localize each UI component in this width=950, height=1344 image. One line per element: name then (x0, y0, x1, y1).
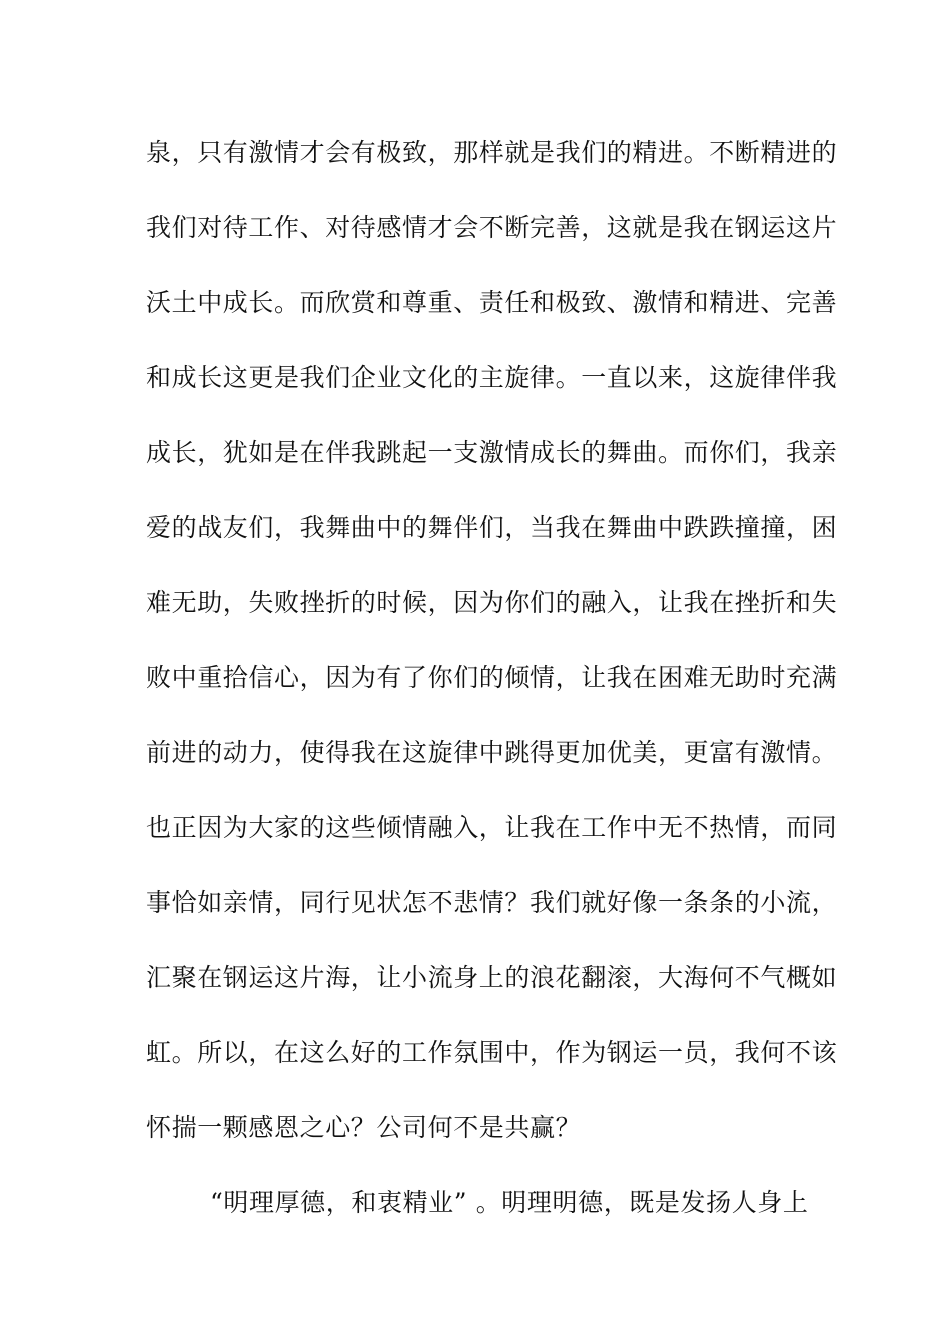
text-line: 难无助，失败挫折的时候，因为你们的融入，让我在挫折和失 (146, 588, 838, 617)
text-line: 怀揣一颗感恩之心？公司何不是共赢？ (146, 1113, 582, 1142)
text-line: 事恰如亲情，同行见状怎不悲情？我们就好像一条条的小流， (146, 888, 838, 917)
text-line: 汇聚在钢运这片海，让小流身上的浪花翻滚，大海何不气概如 (146, 963, 838, 992)
text-line: 败中重拾信心，因为有了你们的倾情，让我在困难无助时充满 (146, 663, 838, 692)
text-line: 虹。所以，在这么好的工作氛围中，作为钢运一员，我何不该 (146, 1038, 838, 1067)
text-line: 爱的战友们，我舞曲中的舞伴们，当我在舞曲中跌跌撞撞，困 (146, 513, 838, 542)
paragraph-start-line: “明理厚德，和衷精业” 。明理明德，既是发扬人身上 (210, 1188, 809, 1217)
text-line: 也正因为大家的这些倾情融入，让我在工作中无不热情，而同 (146, 813, 838, 842)
text-line: 泉，只有激情才会有极致，那样就是我们的精进。不断精进的 (146, 138, 838, 167)
text-line: 前进的动力，使得我在这旋律中跳得更加优美，更富有激情。 (146, 738, 838, 767)
text-line: 沃土中成长。而欣赏和尊重、责任和极致、激情和精进、完善 (146, 288, 838, 317)
text-line: 我们对待工作、对待感情才会不断完善，这就是我在钢运这片 (146, 213, 838, 242)
text-line: 和成长这更是我们企业文化的主旋律。一直以来，这旋律伴我 (146, 363, 838, 392)
body-text (146, 133, 838, 1258)
text-line: 成长，犹如是在伴我跳起一支激情成长的舞曲。而你们，我亲 (146, 438, 838, 467)
